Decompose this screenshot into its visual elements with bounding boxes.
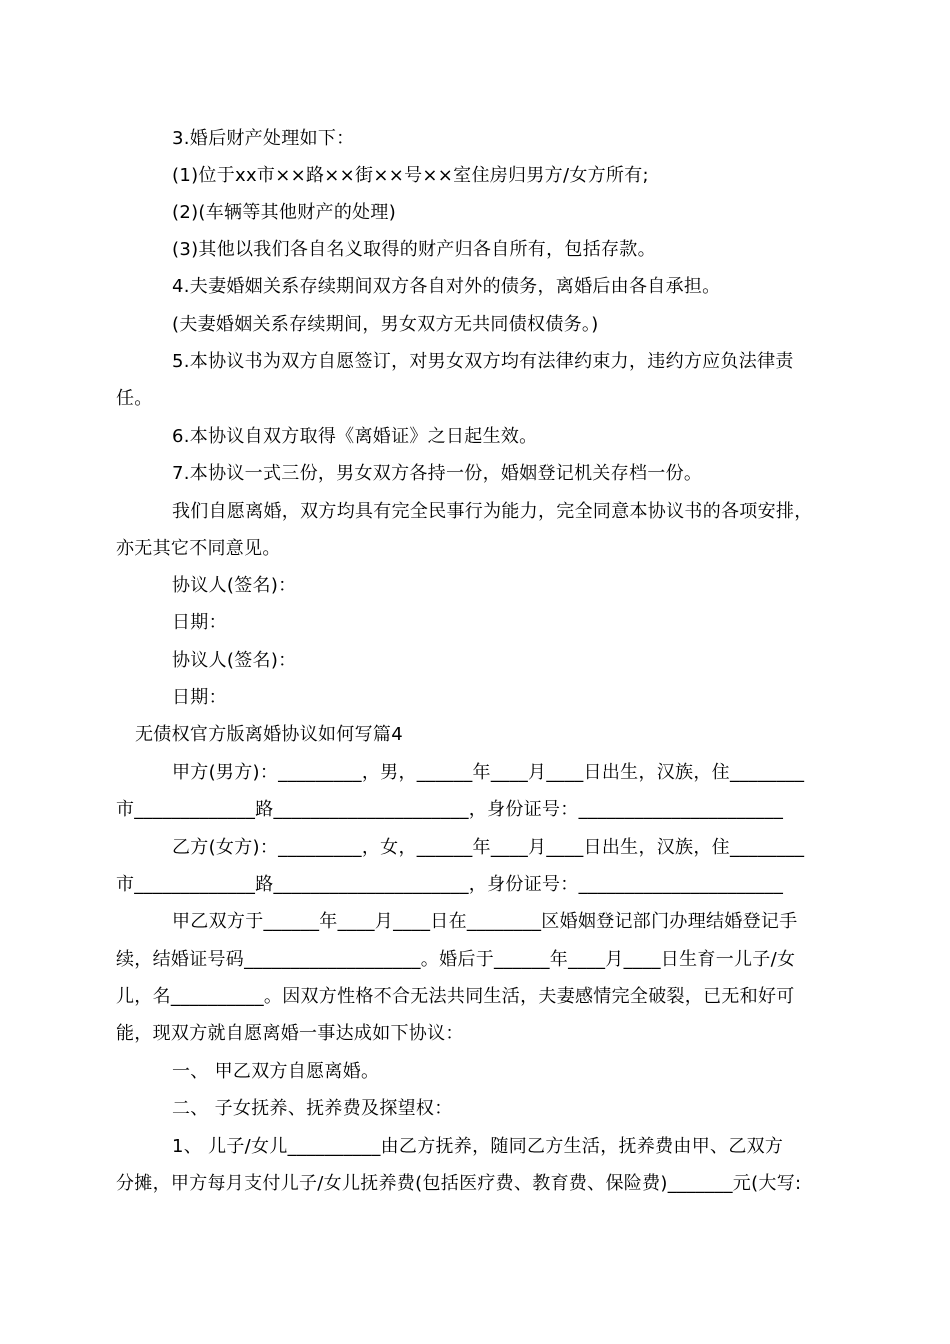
text-line-5: 4.夫妻婚姻关系存续期间双方各自对外的债务，离婚后由各自承担。 bbox=[172, 276, 721, 297]
date-label-1: 日期： bbox=[172, 612, 227, 633]
text-line-21: 市_____________路_____________________，身份证号：______________________ bbox=[116, 874, 784, 895]
text-line-11: 我们自愿离婚，双方均具有完全民事行为能力，完全同意本协议书的各项安排， bbox=[172, 501, 813, 522]
text-line-7: 5.本协议书为双方自愿签订，对男女双方均有法律约束力，违约方应负法律责 bbox=[172, 351, 794, 372]
text-line-6: (夫妻婚姻关系存续期间，男女双方无共同债权债务。) bbox=[172, 314, 599, 335]
text-line-25: 能，现双方就自愿离婚一事达成如下协议： bbox=[116, 1023, 464, 1044]
signature-label-2: 协议人(签名)： bbox=[172, 650, 297, 671]
signature-label-1: 协议人(签名)： bbox=[172, 575, 297, 596]
text-line-4: (3)其他以我们各自名义取得的财产归各自所有，包括存款。 bbox=[172, 239, 656, 260]
text-line-22: 甲乙双方于______年____月____日在________区婚姻登记部门办理结婚登记手 bbox=[172, 911, 798, 932]
text-line-18: 甲方(男方)：_________，男，______年____月____日出生，汉族，住________ bbox=[172, 762, 805, 783]
date-label-2: 日期： bbox=[172, 687, 227, 708]
text-line-19: 市_____________路_____________________，身份证号：______________________ bbox=[116, 799, 784, 820]
text-line-20: 乙方(女方)：_________，女，______年____月____日出生，汉族，住________ bbox=[172, 837, 805, 858]
text-line-10: 7.本协议一式三份，男女双方各持一份，婚姻登记机关存档一份。 bbox=[172, 463, 703, 484]
text-line-1: 3.婚后财产处理如下： bbox=[172, 128, 355, 149]
text-line-23: 续，结婚证号码___________________。婚后于______年____月____日生育一儿子/女 bbox=[116, 949, 796, 970]
section-heading: 无债权官方版离婚协议如何写篇4 bbox=[135, 724, 403, 745]
text-line-27: 二、 子女抚养、抚养费及探望权： bbox=[172, 1098, 453, 1119]
text-line-28: 1、 儿子/女儿__________由乙方抚养，随同乙方生活，抚养费由甲、乙双方 bbox=[172, 1136, 784, 1157]
text-line-12: 亦无其它不同意见。 bbox=[116, 538, 281, 559]
text-line-26: 一、 甲乙双方自愿离婚。 bbox=[172, 1061, 380, 1082]
text-line-3: (2)(车辆等其他财产的处理) bbox=[172, 202, 397, 223]
text-line-9: 6.本协议自双方取得《离婚证》之日起生效。 bbox=[172, 426, 538, 447]
text-line-29: 分摊，甲方每月支付儿子/女儿抚养费(包括医疗费、教育费、保险费)_______元(大写: bbox=[116, 1173, 802, 1194]
text-line-8: 任。 bbox=[116, 388, 153, 409]
text-line-2: (1)位于xx市××路××街××号××室住房归男方/女方所有; bbox=[172, 165, 649, 186]
text-line-24: 儿，名__________。因双方性格不合无法共同生活，夫妻感情完全破裂，已无和好可 bbox=[116, 986, 795, 1007]
